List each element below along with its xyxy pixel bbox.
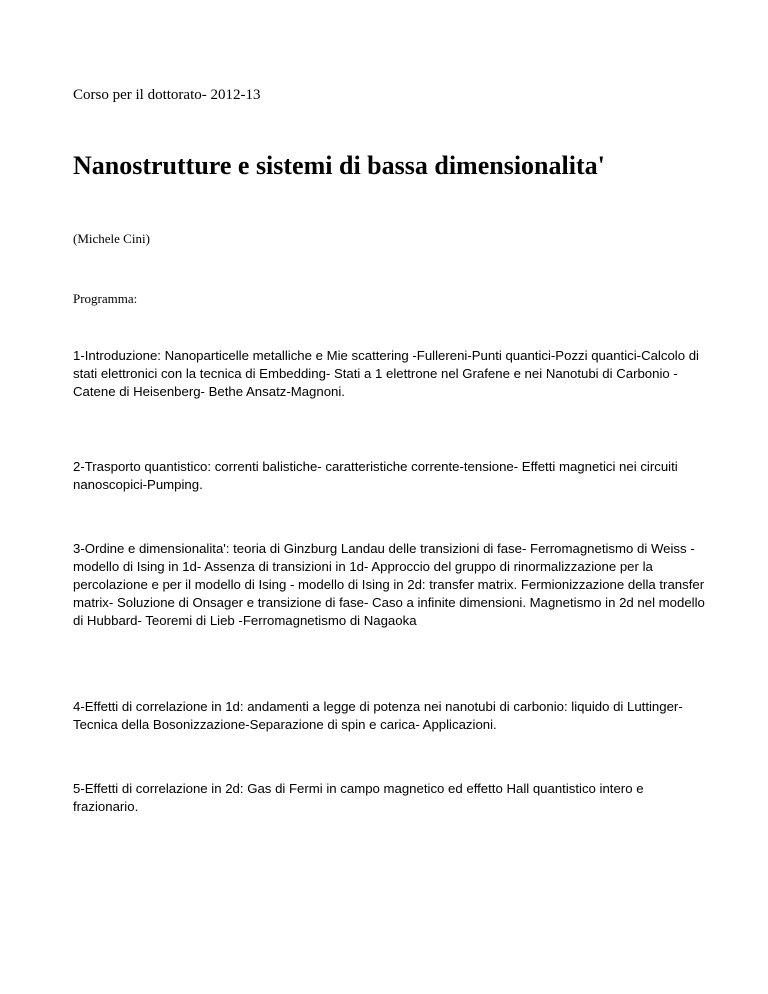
course-line: Corso per il dottorato- 2012-13: [73, 87, 261, 103]
topic-item-2: 2-Trasporto quantistico: correnti balistiche- caratteristiche corrente-tensione- Effetti magnetici nei circuiti nanoscopici-Pumping.: [73, 459, 678, 492]
topic-item-1: 1-Introduzione: Nanoparticelle metalliche e Mie scattering -Fullereni-Punti quantici-Pozzi quantici-Calcolo di stati elettronici con la tecnica di Embedding- Stati a 1 elettrone nel Grafene e nei Nanotubi di Carbonio -Catene di Heisenberg- Bethe Ansatz-Magnoni.: [73, 348, 699, 399]
author-name: (Michele Cini): [73, 231, 150, 246]
topic-item-4: 4-Effetti di correlazione in 1d: andamenti a legge di potenza nei nanotubi di carbonio: liquido di Luttinger-Tecnica della Bosonizzazione-Separazione di spin e carica- Applicazioni.: [73, 699, 683, 732]
topic-item-3: 3-Ordine e dimensionalita': teoria di Ginzburg Landau delle transizioni di fase- Ferromagnetismo di Weiss - modello di Ising in 1d- Assenza di transizioni in 1d- Approccio del gruppo di rinormalizzazione per la percolazione e per il modello di Ising - modello di Ising in 2d: transfer matrix. Fermionizzazione della transfer matrix- Soluzione di Onsager e transizione di fase- Caso a infinite dimensioni. Magnetismo in 2d nel modello di Hubbard- Teoremi di Lieb -Ferromagnetismo di Nagaoka: [73, 541, 705, 628]
page-title: Nanostrutture e sistemi di bassa dimensionalita': [73, 151, 605, 180]
topic-item-5: 5-Effetti di correlazione in 2d: Gas di Fermi in campo magnetico ed effetto Hall quantistico intero e frazionario.: [73, 781, 644, 814]
program-label: Programma:: [73, 291, 138, 306]
